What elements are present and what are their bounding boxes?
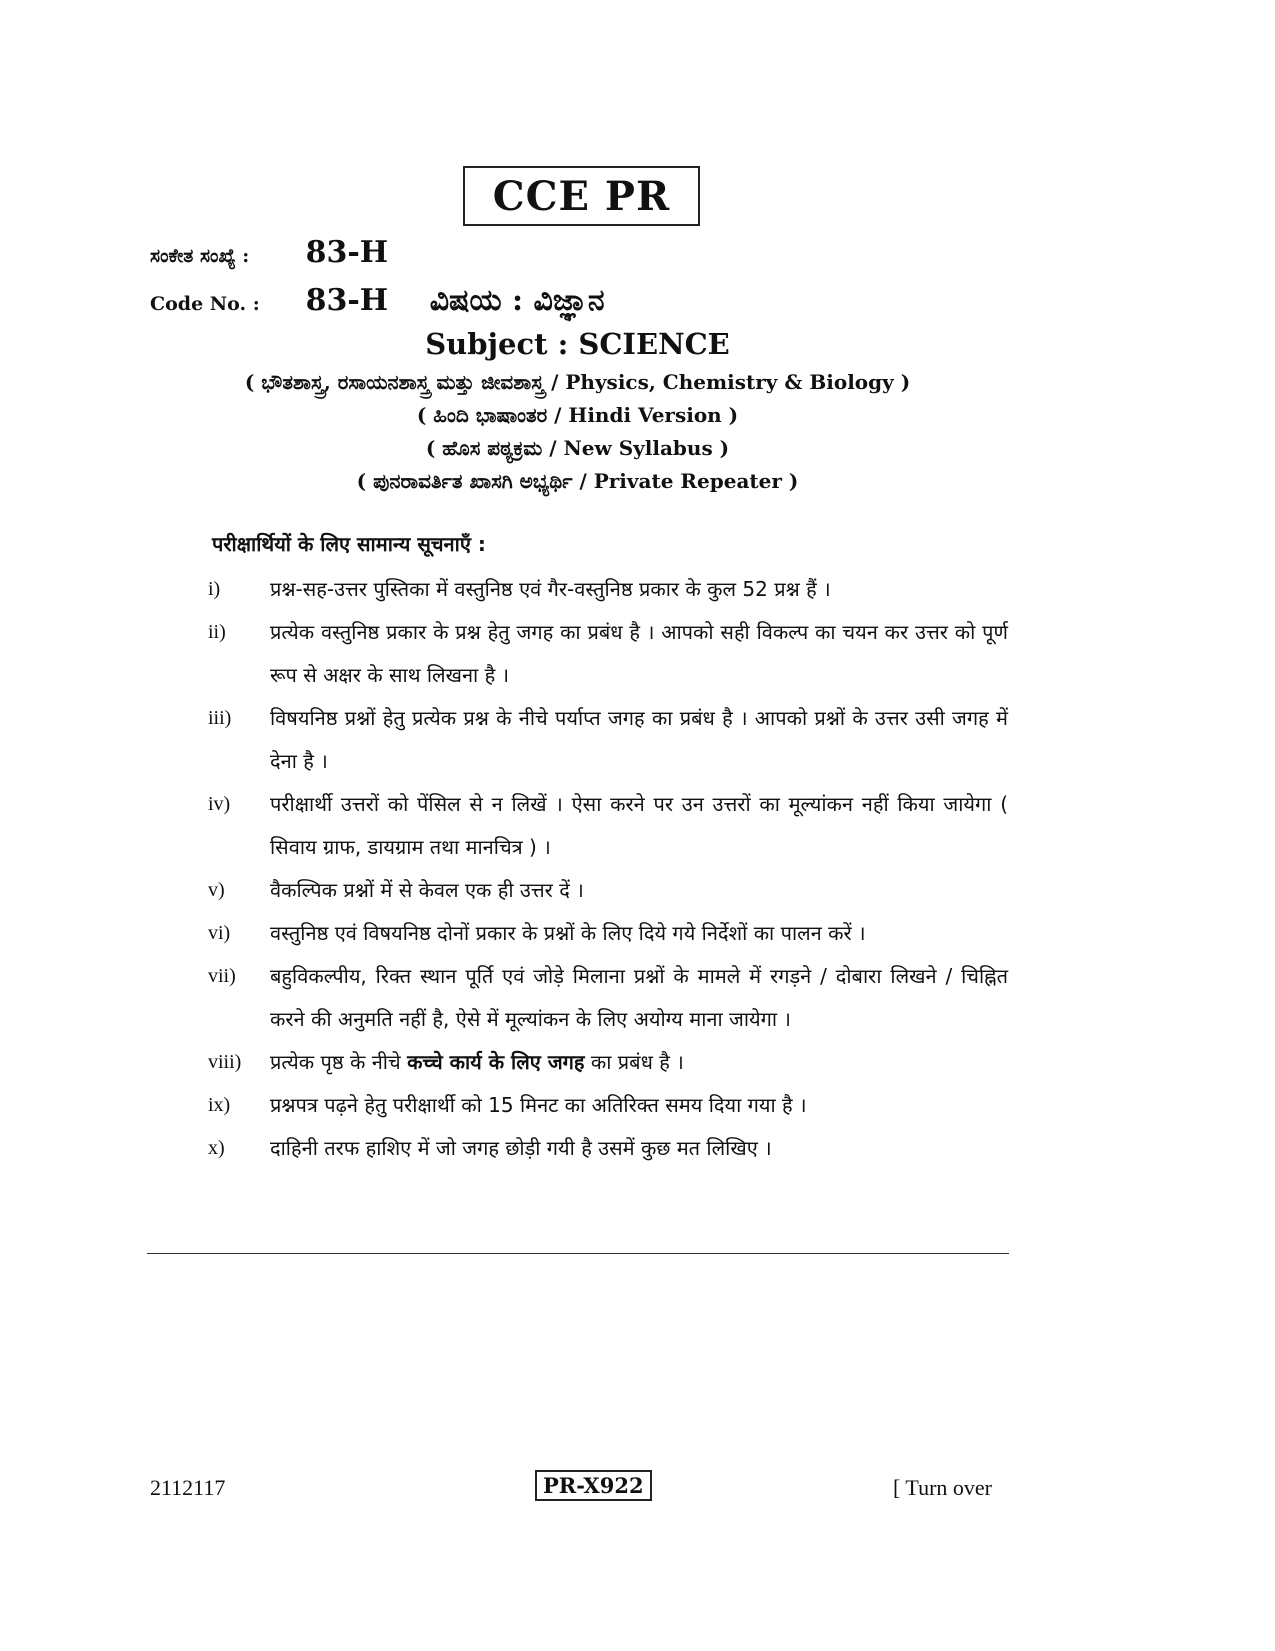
instruction-text: प्रश्नपत्र पढ़ने हेतु परीक्षार्थी को 15 मिनट का अतिरिक्त समय दिया गया है ।	[270, 1093, 807, 1117]
instructions-heading: परीक्षार्थियों के लिए सामान्य सूचनाएँ :	[212, 532, 486, 556]
instruction-text: परीक्षार्थी उत्तरों को पेंसिल से न लिखें । ऐसा करने पर उन उत्तरों का मूल्यांकन नहीं किया जायेगा ( सिवाय ग्राफ, डायग्राम तथा मानचित्र ) ।	[270, 792, 1008, 859]
instruction-item	[208, 568, 1008, 611]
instruction-number: v)	[208, 879, 225, 901]
instruction-item	[208, 1041, 1008, 1084]
instruction-number: ii)	[208, 621, 226, 643]
instruction-text-before: प्रत्येक पृष्ठ के नीचे	[270, 1050, 401, 1074]
code-value: 83-H	[305, 283, 389, 318]
kannada-code-row	[150, 235, 388, 270]
version-line: ( ಹಿಂದಿ ಭಾಷಾಂತರ / Hindi Version )	[416, 403, 739, 427]
instruction-number: iv)	[208, 793, 231, 815]
instruction-number: x)	[208, 1137, 225, 1159]
instruction-number: iii)	[208, 707, 232, 729]
instruction-text: दाहिनी तरफ हाशिए में जो जगह छोड़ी गयी है उसमें कुछ मत लिखिए ।	[270, 1136, 772, 1160]
instruction-item	[208, 611, 1008, 697]
subject-parts-line: ( ಭೌತಶಾಸ್ತ್ರ, ರಸಾಯನಶಾಸ್ತ್ರ ಮತ್ತು ಜೀವಶಾಸ್ತ್ರ / Physics, Chemistry & Biology )	[244, 370, 911, 394]
instruction-number: viii)	[208, 1051, 242, 1073]
instruction-number: i)	[208, 578, 221, 600]
instruction-text-after: का प्रबंध है ।	[590, 1050, 684, 1074]
code-value-kannada: 83-H	[305, 235, 389, 270]
instruction-number: ix)	[208, 1094, 231, 1116]
code-label: Code No. :	[150, 293, 260, 315]
instruction-text: प्रश्न-सह-उत्तर पुस्तिका में वस्तुनिष्ठ एवं गैर-वस्तुनिष्ठ प्रकार के कुल 52 प्रश्न हैं ।	[270, 577, 831, 601]
footer-serial: 2112117	[150, 1475, 226, 1500]
instruction-number: vi)	[208, 922, 231, 944]
instruction-item	[208, 912, 1008, 955]
exam-title: CCE PR	[463, 166, 700, 226]
instructions-list	[208, 568, 1008, 1170]
instruction-item	[208, 955, 1008, 1041]
instruction-text: विषयनिष्ठ प्रश्नों हेतु प्रत्येक प्रश्न के नीचे पर्याप्त जगह का प्रबंध है । आपको प्रश्नों के उत्तर उसी जगह में देना है ।	[270, 706, 1008, 773]
instruction-item	[208, 1127, 1008, 1170]
code-number-row	[150, 283, 605, 318]
kannada-subject: ವಿಷಯ : ವಿಜ್ಞಾನ	[429, 283, 605, 318]
syllabus-line: ( ಹೊಸ ಪಠ್ಯಕ್ರಮ / New Syllabus )	[425, 436, 730, 460]
footer-paper-code: PR-X922	[535, 1470, 652, 1501]
instruction-text: वैकल्पिक प्रश्नों में से केवल एक ही उत्तर दें ।	[270, 878, 584, 902]
instruction-text	[270, 1041, 1008, 1084]
candidate-type-line: ( ಪುನರಾವರ್ತಿತ ಖಾಸಗಿ ಅಭ್ಯರ್ಥಿ / Private Repeater )	[356, 469, 799, 493]
subject-line: Subject : SCIENCE	[425, 327, 730, 361]
section-divider	[147, 1253, 1009, 1254]
instruction-text: बहुविकल्पीय, रिक्त स्थान पूर्ति एवं जोड़े मिलाना प्रश्नों के मामले में रगड़ने / दोबारा लिखने / चिह्नित करने की अनुमति नहीं है, ऐसे में मूल्यांकन के लिए अयोग्य माना जायेगा ।	[270, 964, 1008, 1031]
instruction-text-bold: कच्चे कार्य के लिए जगह	[407, 1050, 585, 1074]
instruction-item	[208, 697, 1008, 783]
instruction-item	[208, 783, 1008, 869]
instruction-item	[208, 869, 1008, 912]
instruction-text: प्रत्येक वस्तुनिष्ठ प्रकार के प्रश्न हेतु जगह का प्रबंध है । आपको सही विकल्प का चयन कर उत्तर को पूर्ण रूप से अक्षर के साथ लिखना है ।	[270, 620, 1008, 687]
instruction-item	[208, 1084, 1008, 1127]
footer-turn-over: [ Turn over	[893, 1475, 993, 1500]
instruction-number: vii)	[208, 965, 236, 987]
instruction-text: वस्तुनिष्ठ एवं विषयनिष्ठ दोनों प्रकार के प्रश्नों के लिए दिये गये निर्देशों का पालन करें ।	[270, 921, 866, 945]
kannada-code-label: ಸಂಕೇತ ಸಂಖ್ಯೆ :	[150, 245, 250, 267]
